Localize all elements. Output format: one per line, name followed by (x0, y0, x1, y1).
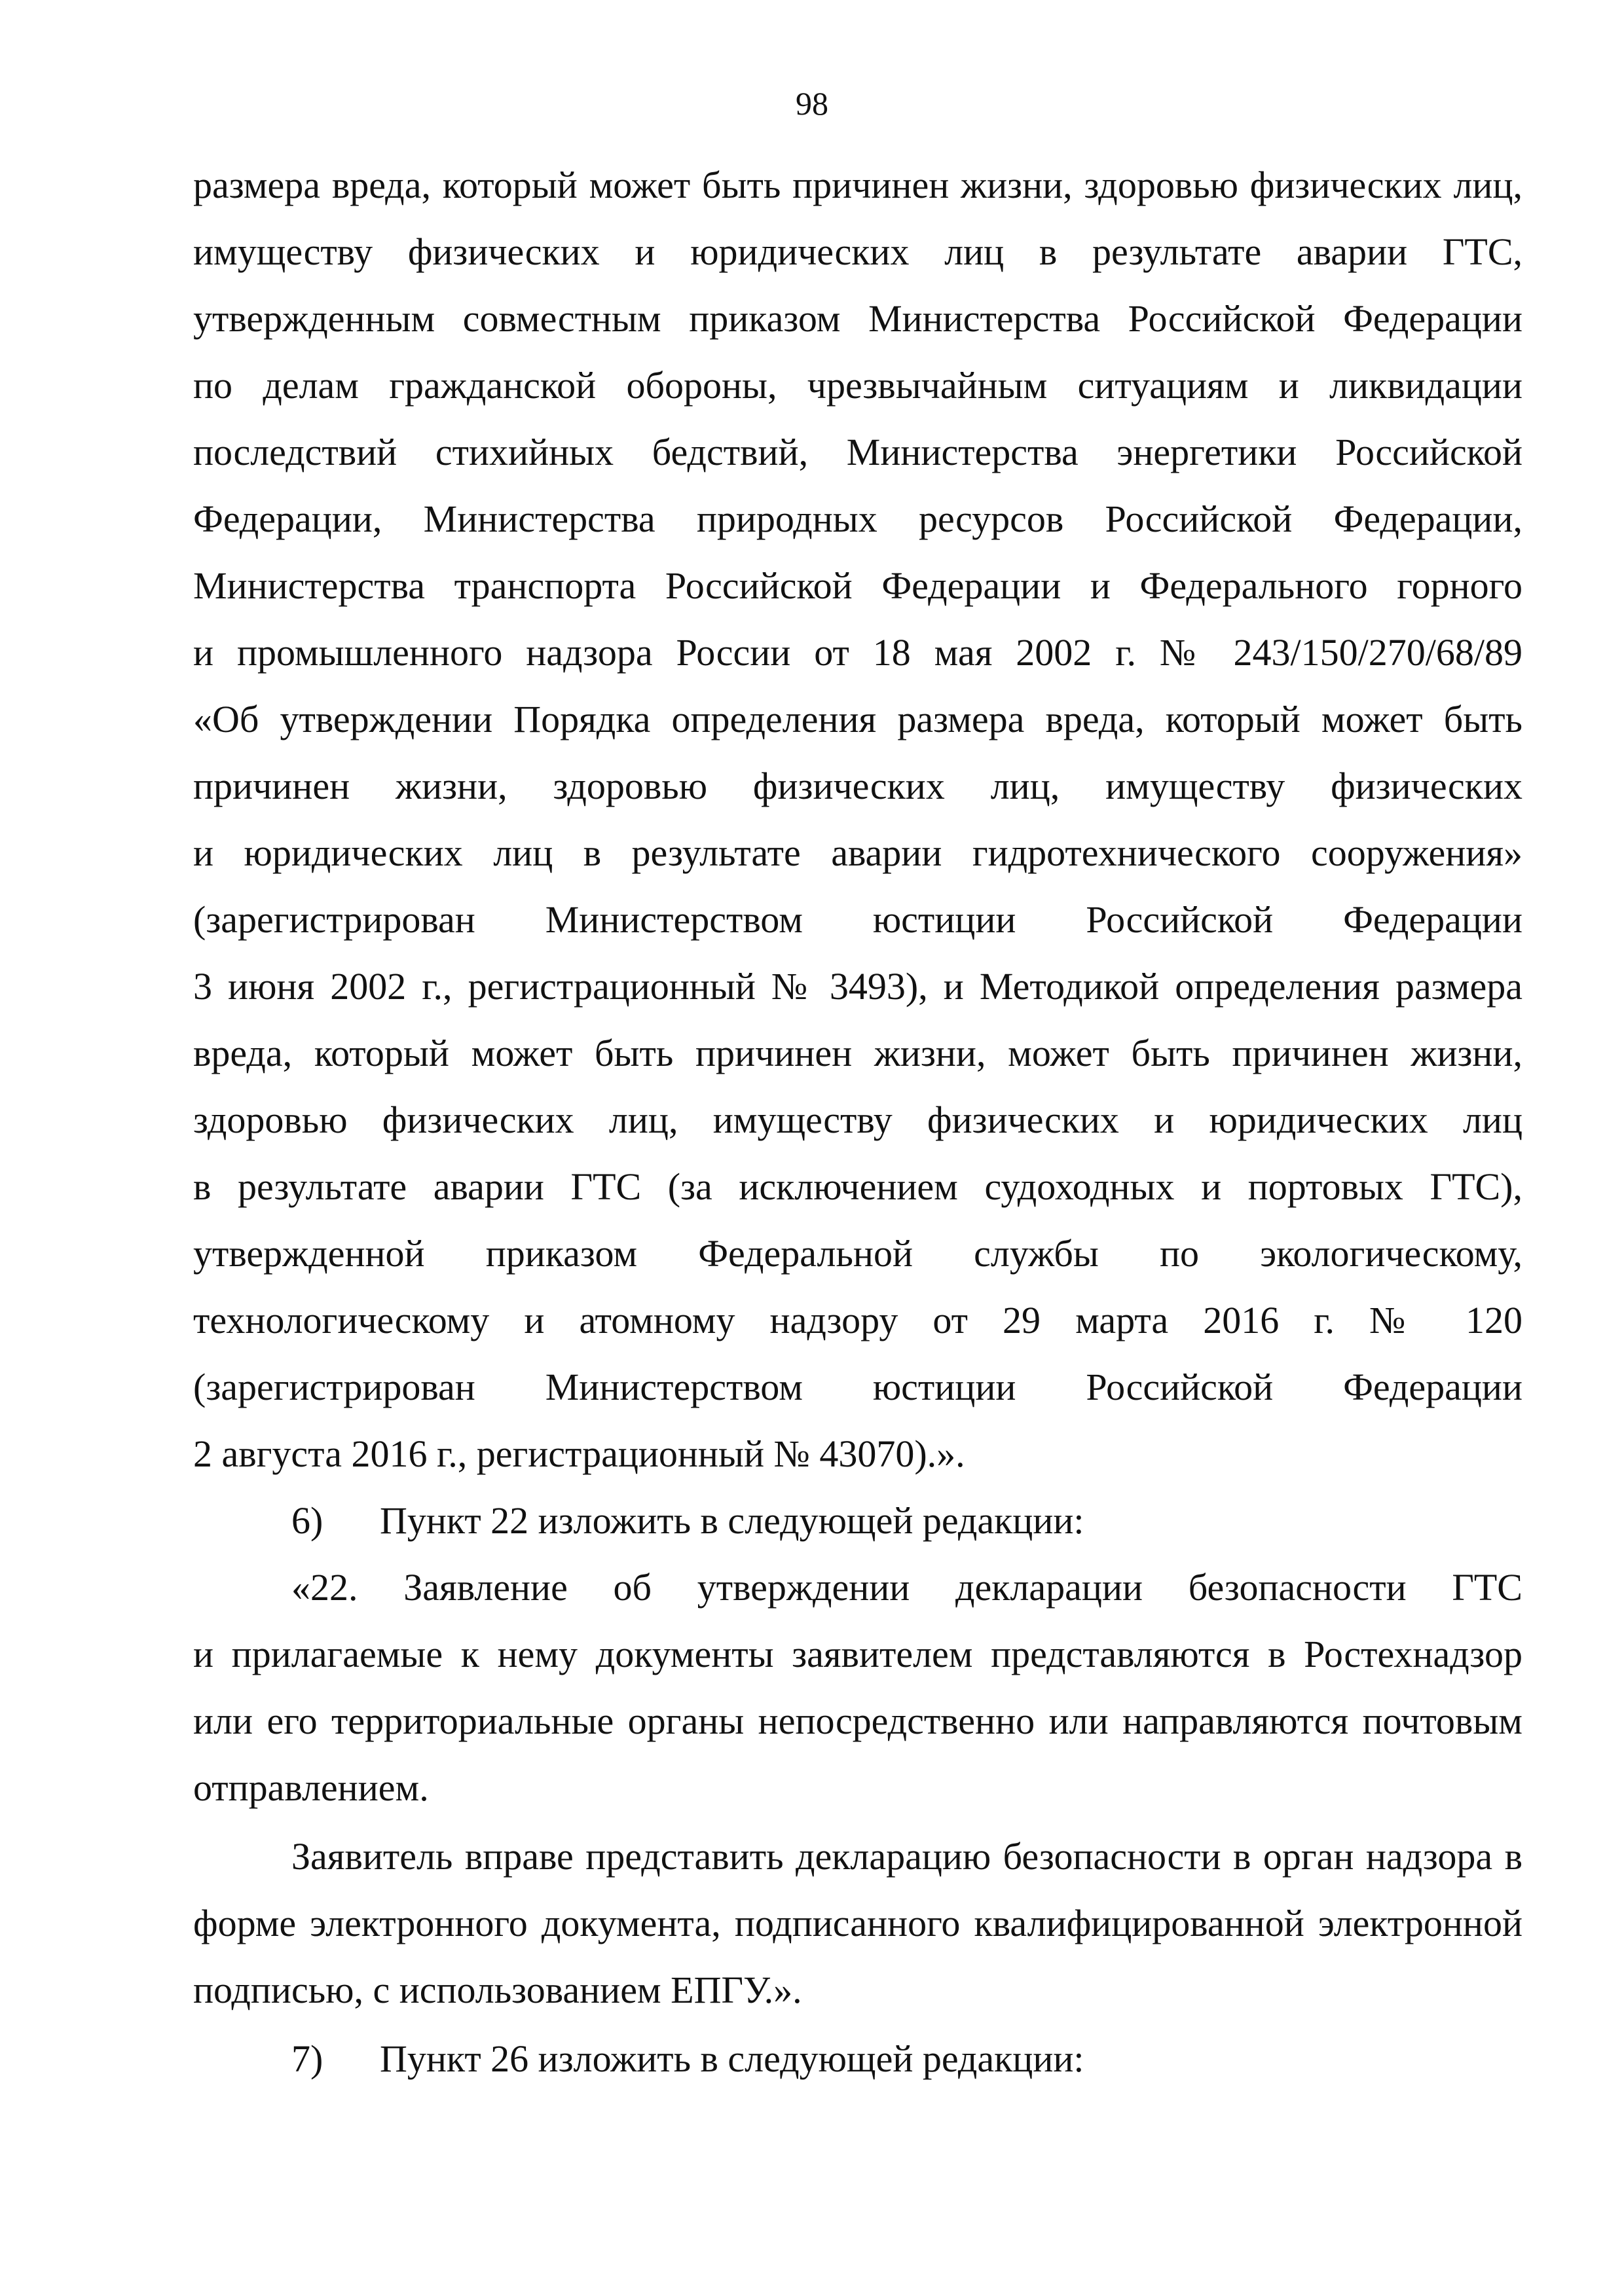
text-line: по делам гражданской обороны, чрезвычайным ситуациям и ликвидации (193, 364, 1522, 407)
paragraph-damage-assessment (193, 152, 1522, 1487)
text-line: утвержденной приказом Федеральной службы по экологическому, (193, 1232, 1522, 1275)
paragraph-22 (193, 1554, 1522, 1821)
text-line: причинен жизни, здоровью физических лиц, имуществу физических (193, 765, 1522, 807)
list-item-text: Пункт 26 изложить в следующей редакции: (380, 2037, 1084, 2080)
list-item-number: 6) (291, 1499, 323, 1542)
text-line: и юридических лиц в результате аварии гидротехнического сооружения» (193, 831, 1522, 874)
text-line: в результате аварии ГТС (за исключением судоходных и портовых ГТС), (193, 1165, 1522, 1208)
text-line: вреда, который может быть причинен жизни, может быть причинен жизни, (193, 1032, 1522, 1074)
text-line: «22. Заявление об утверждении декларации безопасности ГТС (291, 1566, 1522, 1609)
text-line: (зарегистрирован Министерством юстиции Российской Федерации (193, 1366, 1522, 1408)
text-line: последствий стихийных бедствий, Министерства энергетики Российской (193, 431, 1522, 473)
text-line: размера вреда, который может быть причинен жизни, здоровью физических лиц, (193, 164, 1522, 206)
paragraph-applicant (193, 1823, 1522, 2024)
text-line: подписью, с использованием ЕПГУ.». (193, 1969, 802, 2011)
text-line: и промышленного надзора России от 18 мая 2002 г. № 243/150/270/68/89 (193, 631, 1522, 674)
text-line: технологическому и атомному надзору от 29 марта 2016 г. № 120 (193, 1299, 1522, 1341)
list-item-6 (291, 1487, 1084, 1554)
text-line: 2 августа 2016 г., регистрационный № 43070).». (193, 1432, 965, 1475)
text-line: «Об утверждении Порядка определения размера вреда, который может быть (193, 698, 1522, 740)
text-line: Министерства транспорта Российской Федерации и Федерального горного (193, 564, 1522, 607)
text-line: здоровью физических лиц, имуществу физических и юридических лиц (193, 1099, 1522, 1141)
text-line: Федерации, Министерства природных ресурсов Российской Федерации, (193, 498, 1522, 540)
text-line: 3 июня 2002 г., регистрационный № 3493), и Методикой определения размера (193, 965, 1522, 1008)
text-line: и прилагаемые к нему документы заявителем представляются в Ростехнадзор (193, 1633, 1522, 1675)
list-item-number: 7) (291, 2037, 323, 2080)
text-line: отправлением. (193, 1766, 429, 1809)
page-number: 98 (796, 85, 828, 122)
text-line: утвержденным совместным приказом Министерства Российской Федерации (193, 297, 1522, 340)
text-line: форме электронного документа, подписанного квалифицированной электронной (193, 1902, 1522, 1944)
text-line: (зарегистрирован Министерством юстиции Российской Федерации (193, 898, 1522, 941)
text-line: Заявитель вправе представить декларацию безопасности в орган надзора в (291, 1835, 1522, 1878)
list-item-text: Пункт 22 изложить в следующей редакции: (380, 1499, 1084, 1542)
text-line: имуществу физических и юридических лиц в результате аварии ГТС, (193, 230, 1522, 273)
list-item-7 (291, 2026, 1084, 2092)
text-line: или его территориальные органы непосредственно или направляются почтовым (193, 1700, 1522, 1742)
